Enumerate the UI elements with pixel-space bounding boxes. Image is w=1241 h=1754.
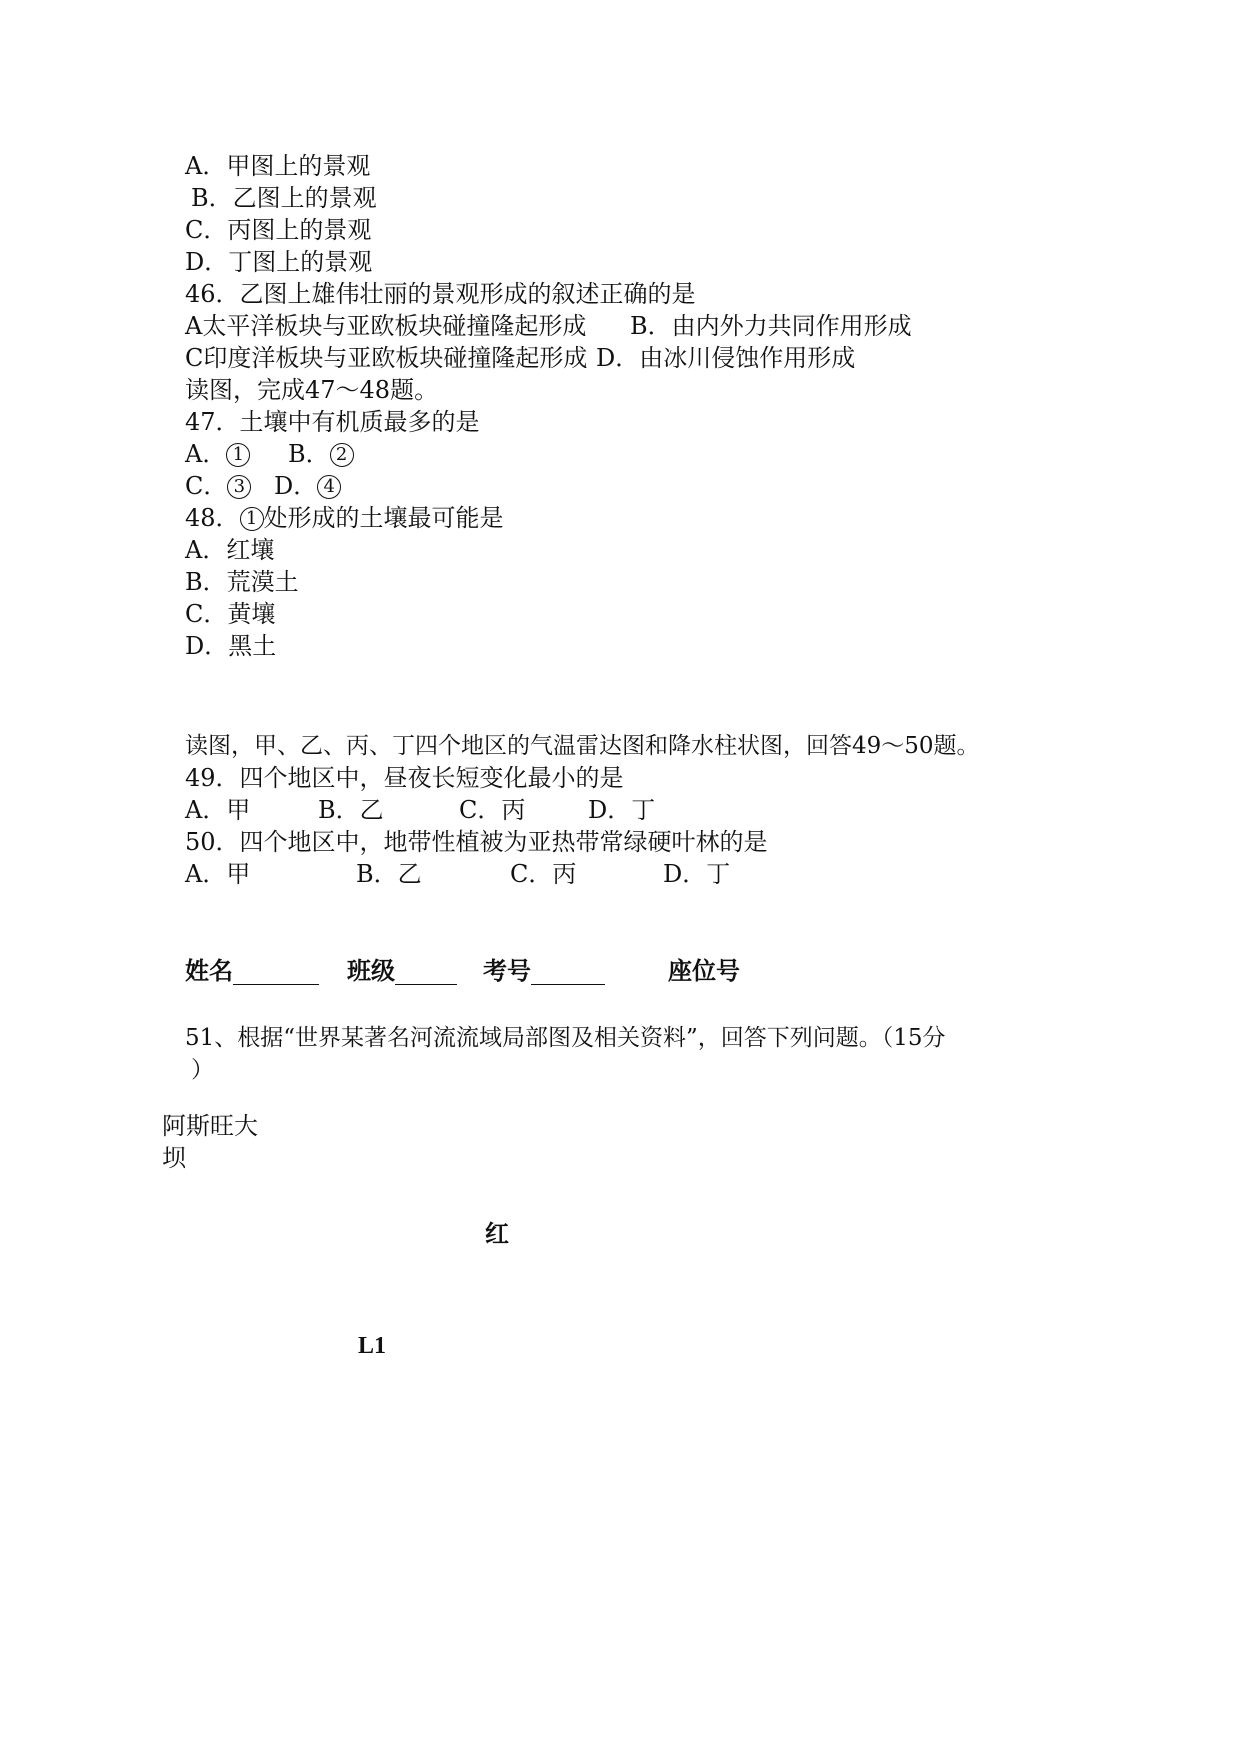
q46-option-d: D．由冰川侵蚀作用形成 (596, 344, 856, 372)
q50-option-a: A．甲 (185, 860, 251, 888)
q48-option-c: C．黄壤 (185, 600, 276, 628)
seat-label: 座位号 (668, 956, 740, 985)
q47-option-c (185, 470, 251, 502)
q48-stem-rest: 处形成的土壤最可能是 (263, 504, 504, 532)
q50-option-c: C．丙 (510, 860, 577, 888)
q48-stem (185, 502, 504, 534)
class-label: 班级 (347, 956, 395, 985)
q48-option-a: A．红壤 (185, 536, 275, 564)
q47-option-d-label: D． (274, 472, 318, 500)
circled-number-2: 2 (330, 443, 354, 467)
q49-stem: 49．四个地区中，昼夜长短变化最小的是 (185, 764, 624, 792)
q51-stem-line1: 51、根据“世界某著名河流流域局部图及相关资料”，回答下列问题。（15分 (185, 1025, 946, 1051)
q50-option-d: D．丁 (663, 860, 731, 888)
class-field (347, 955, 457, 987)
q50-option-b: B．乙 (356, 860, 422, 888)
name-field (185, 955, 319, 987)
q48-option-b: B．荒漠土 (185, 568, 299, 596)
exam-number-label: 考号 (483, 956, 531, 985)
q45-option-b: B．乙图上的景观 (191, 184, 377, 212)
circled-number-1: 1 (240, 507, 264, 531)
exam-number-blank (531, 958, 605, 985)
map-label-aswan-dam: 阿斯旺大 (162, 1112, 258, 1140)
q47-option-b (288, 438, 354, 470)
q48-stem-prefix: 48． (185, 504, 240, 532)
map-label-aswan-dam-cont: 坝 (162, 1144, 186, 1172)
q47-option-c-label: C． (185, 472, 228, 500)
q47-option-a-label: A． (185, 440, 227, 468)
class-blank (395, 958, 457, 985)
q46-option-a: A太平洋板块与亚欧板块碰撞隆起形成 (185, 312, 587, 340)
q45-option-d: D．丁图上的景观 (185, 248, 373, 276)
q49-option-a: A．甲 (185, 796, 251, 824)
q49-option-c: C．丙 (459, 796, 526, 824)
q51-stem-line2: ） (191, 1057, 214, 1083)
q49-option-b: B．乙 (318, 796, 384, 824)
map-label-l1: L1 (358, 1333, 387, 1359)
name-blank (233, 958, 319, 985)
q47-option-a (185, 438, 250, 470)
q45-option-c: C．丙图上的景观 (185, 216, 372, 244)
q47-stem: 47．土壤中有机质最多的是 (185, 408, 480, 436)
circled-number-1: 1 (226, 443, 250, 467)
exam-number-field (483, 955, 605, 987)
circled-number-3: 3 (227, 475, 251, 499)
name-label: 姓名 (185, 956, 233, 985)
q46-stem: 46．乙图上雄伟壮丽的景观形成的叙述正确的是 (185, 280, 696, 308)
q49-option-d: D．丁 (588, 796, 656, 824)
intro-47-48: 读图，完成47～48题。 (185, 376, 439, 404)
q46-option-b: B．由内外力共同作用形成 (630, 312, 912, 340)
q48-option-d: D．黑土 (185, 632, 277, 660)
q47-option-d (274, 470, 341, 502)
q47-option-b-label: B． (288, 440, 330, 468)
q45-option-a: A．甲图上的景观 (185, 152, 371, 180)
circled-number-4: 4 (317, 475, 341, 499)
q46-option-c: C印度洋板块与亚欧板块碰撞隆起形成 (185, 344, 588, 372)
map-label-red: 红 (485, 1219, 509, 1248)
q50-stem: 50．四个地区中，地带性植被为亚热带常绿硬叶林的是 (185, 828, 768, 856)
intro-49-50: 读图，甲、乙、丙、丁四个地区的气温雷达图和降水柱状图，回答49～50题。 (185, 733, 980, 759)
